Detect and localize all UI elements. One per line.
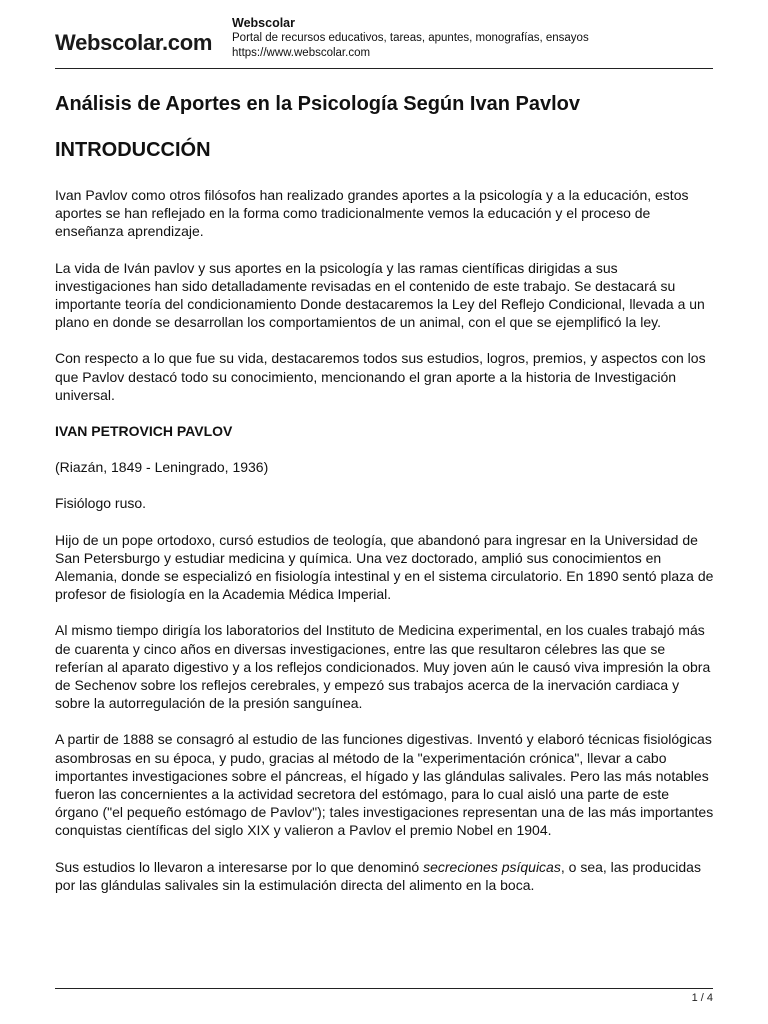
paragraph-9 (55, 858, 715, 894)
site-info (232, 16, 589, 61)
page-number: 1 / 4 (691, 992, 713, 1004)
paragraph-7: Al mismo tiempo dirigía los laboratorios del Instituto de Medicina experimental, en los cuales trabajó más de cuarenta y cinco años en diversas investigaciones, entre las que resultaron célebres las que se referían al aparato digestivo y a los reflejos condicionados. Muy joven aún le causó viva impresión la obra de Sechenov sobre los reflejos cerebrales, y empezó sus trabajos acerca de la inervación cardiaca y sobre la autorregulación de la presión sanguínea. (55, 622, 711, 712)
paragraph-9-start: Sus estudios lo llevaron a interesarse por lo que denominó (55, 858, 424, 875)
site-url[interactable]: https://www.webscolar.com (232, 47, 371, 59)
site-name: Webscolar (232, 16, 295, 30)
page-footer (55, 988, 713, 1004)
section-title: INTRODUCCIÓN (55, 139, 211, 161)
site-tagline: Portal de recursos educativos, tareas, apuntes, monografías, ensayos (232, 32, 589, 44)
page-header (55, 14, 713, 69)
paragraph-2: La vida de Iván pavlov y sus aportes en la psicología y las ramas científicas dirigidas a sus investigaciones han sido detalladamente revisadas en el contenido de este trabajo. Se destacará su importante teoría del condicionamiento Donde destacaremos la Ley del Reflejo Condicional, llevada a un plano en donde se desarrollan los comportamientos de un animal, con el que se ejemplificó la ley. (55, 259, 705, 331)
paragraph-dates: (Riazán, 1849 - Leningrado, 1936) (55, 459, 269, 476)
site-logo[interactable]: Webscolar.com (55, 30, 213, 55)
subheading: IVAN PETROVICH PAVLOV (55, 423, 233, 440)
paragraph-profession: Fisiólogo ruso. (55, 495, 147, 512)
paragraph-9-italic: secreciones psíquicas (423, 858, 561, 875)
paragraph-1: Ivan Pavlov como otros filósofos han realizado grandes aportes a la psicología y a la educación, estos aportes se han reflejado en la forma como tradicionalmente vemos la educación y el proceso de enseñanza aprendizaje. (55, 187, 689, 240)
paragraph-9-end: , o sea, las producidas por las glándulas salivales sin la estimulación directa del alimento en la boca. (55, 858, 701, 893)
document-body (55, 90, 715, 894)
document-title: Análisis de Aportes en la Psicología Según Ivan Pavlov (55, 93, 580, 115)
paragraph-8: A partir de 1888 se consagró al estudio de las funciones digestivas. Inventó y elaboró técnicas fisiológicas asombrosas en su época, y pudo, gracias al método de la "experimentación crónica", llevar a cabo importantes investigaciones sobre el páncreas, el hígado y las glándulas salivales. Pero las más notables fueron las concernientes a la actividad secretora del estómago, para lo cual aisló una parte de este órgano ("el pequeño estómago de Pavlov"); tales investigaciones representan una de las más importantes conquistas científicas del siglo XIX y valieron a Pavlov el premio Nobel en 1904. (55, 731, 714, 839)
paragraph-6: Hijo de un pope ortodoxo, cursó estudios de teología, que abandonó para ingresar en la Universidad de San Petersburgo y estudiar medicina y química. Una vez doctorado, amplió sus conocimientos en Alemania, donde se especializó en fisiología intestinal y en el sistema circulatorio. En 1890 sentó plaza de profesor de fisiología en la Academia Médica Imperial. (55, 531, 714, 603)
paragraph-3: Con respecto a lo que fue su vida, destacaremos todos sus estudios, logros, premios, y aspectos con los que Pavlov destacó todo su conocimiento, mencionando el gran aporte a la historia de Investigación universal. (55, 350, 706, 403)
